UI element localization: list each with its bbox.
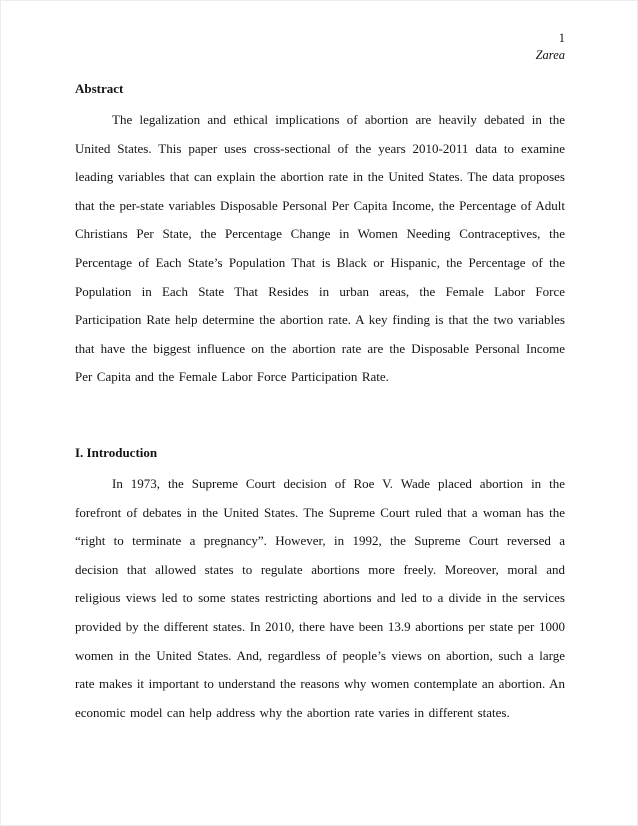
abstract-paragraph: The legalization and ethical implications of abortion are heavily debated in the United States. This paper uses cross-sectional of the years 2010-2011 data to examine leading variables that can explain the abortion rate in the United States. The data proposes that the per-state variables Disposable Personal Per Capita Income, the Percentage of Adult Christians Per State, the Percentage Change in Women Needing Contraceptives, the Percentage of Each State’s Population That is Black or Hispanic, the Percentage of the Population in Each State That Resides in urban areas, the Female Labor Force Participation Rate help determine the abortion rate. A key finding is that the two variables that have the biggest influence on the abortion rate are the Disposable Personal Income Per Capita and the Female Labor Force Participation Rate. (75, 112, 565, 385)
page-number: 1 (558, 31, 565, 45)
page-header (75, 30, 565, 64)
abstract-heading: Abstract (75, 81, 124, 96)
introduction-section (75, 444, 565, 727)
introduction-heading: I. Introduction (75, 444, 158, 460)
abstract-section (75, 80, 565, 392)
author-name: Zarea (535, 48, 565, 62)
introduction-paragraph: In 1973, the Supreme Court decision of Roe V. Wade placed abortion in the forefront of debates in the United States. The Supreme Court ruled that a woman has the “right to terminate a pregnancy”. However, in 1992, the Supreme Court reversed a decision that allowed states to regulate abortions more freely. Moreover, moral and religious views led to some states restricting abortions and led to a divide in the services provided by the different states. In 2010, there have been 13.9 abortions per state per 1000 women in the United States. And, regardless of people’s views on abortion, such a large rate makes it important to understand the reasons why women contemplate an abortion. An economic model can help address why the abortion rate varies in different states. (75, 475, 565, 720)
